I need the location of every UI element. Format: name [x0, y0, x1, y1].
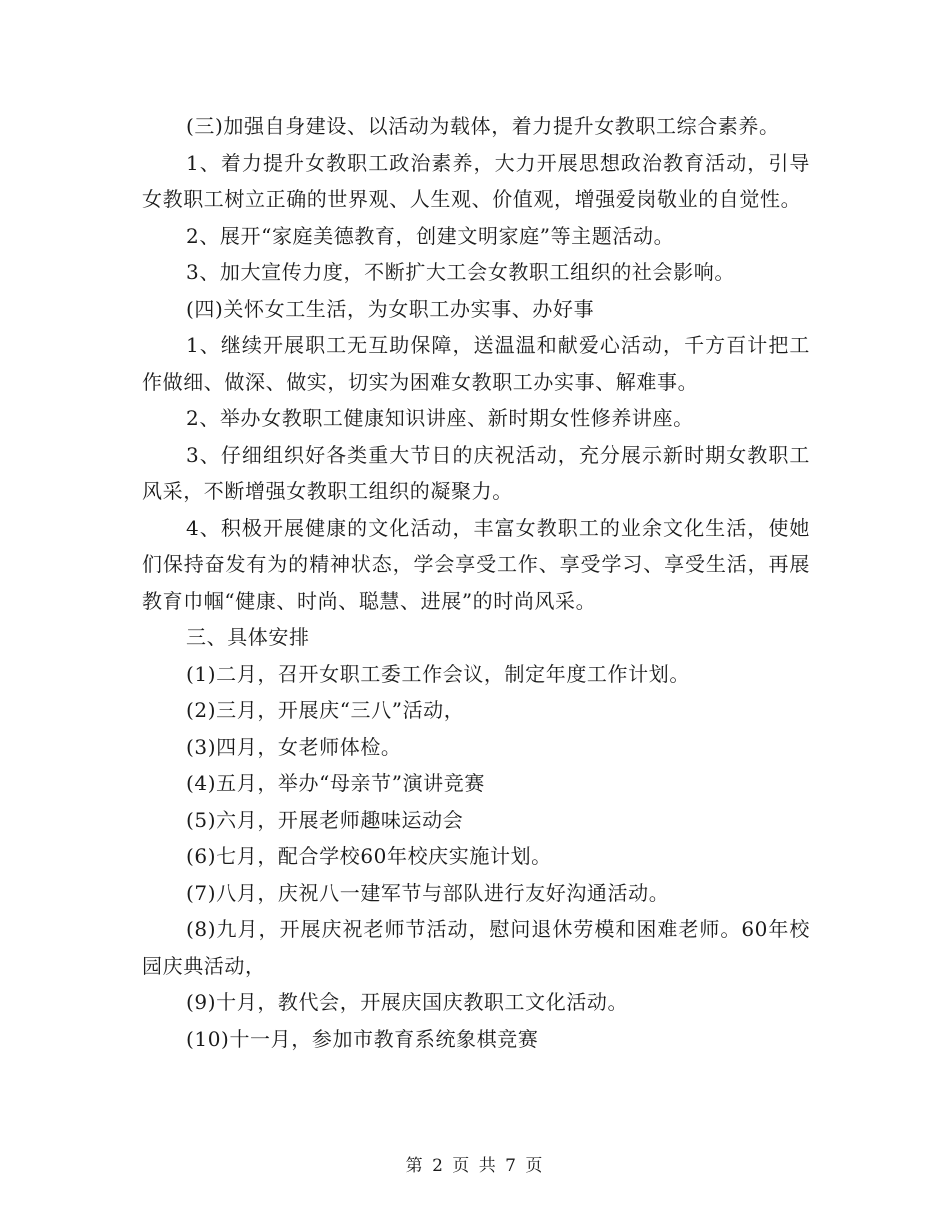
schedule-item: (1)二月，召开女职工委工作会议，制定年度工作计划。 — [186, 661, 690, 686]
schedule-item: (9)十月，教代会，开展庆国庆教职工文化活动。 — [186, 990, 629, 1014]
section-heading-3: (三)加强自身建设、以活动为载体，着力提升女教职工综合素养。 — [186, 114, 780, 138]
schedule-item: (3)四月，女老师体检。 — [186, 734, 402, 759]
paragraph-item: 1、着力提升女教职工政治素养，大力开展思想政治教育活动，引导女教职工树立正确的世界观、人生观、价值观，增强爱岗敬业的自觉性。 — [142, 150, 810, 211]
paragraph-item: 2、展开“家庭美德教育，创建文明家庭”等主题活动。 — [186, 223, 675, 248]
schedule-item: (6)七月，配合学校60年校庆实施计划。 — [186, 844, 552, 868]
paragraph-item: 3、加大宣传力度，不断扩大工会女教职工组织的社会影响。 — [186, 260, 735, 284]
paragraph-item: 4、积极开展健康的文化活动，丰富女教职工的业余文化生活，使她们保持奋发有为的精神状态，学会享受工作、享受学习、享受生活，再展教育巾帼“健康、时尚、聪慧、进展”的时尚风采。 — [142, 515, 810, 613]
document-body — [142, 108, 810, 1057]
paragraph-item: 1、继续开展职工无互助保障，送温温和献爱心活动，千方百计把工作做细、做深、做实，切实为困难女教职工办实事、解难事。 — [142, 333, 810, 394]
schedule-item: (8)九月，开展庆祝老师节活动，慰问退休劳模和困难老师。60年校园庆典活动， — [142, 917, 810, 978]
schedule-item: (5)六月，开展老师趣味运动会 — [186, 807, 464, 832]
schedule-item: (10)十一月，参加市教育系统象棋竞赛 — [186, 1026, 539, 1051]
paragraph-item: 2、举办女教职工健康知识讲座、新时期女性修养讲座。 — [186, 406, 694, 430]
schedule-item: (7)八月，庆祝八一建军节与部队进行友好沟通活动。 — [186, 880, 670, 905]
section-heading-4: (四)关怀女工生活，为女职工办实事、办好事 — [186, 296, 595, 321]
schedule-item: (2)三月，开展庆“三八”活动， — [186, 698, 465, 722]
section-heading-schedule: 三、具体安排 — [186, 625, 310, 649]
paragraph-item: 3、仔细组织好各类重大节日的庆祝活动，充分展示新时期女教职工风采，不断增强女教职工组织的凝聚力。 — [142, 442, 810, 503]
schedule-item: (4)五月，举办“母亲节”演讲竞赛 — [186, 771, 485, 795]
page-number-footer: 第 2 页 共 7 页 — [405, 1156, 545, 1176]
